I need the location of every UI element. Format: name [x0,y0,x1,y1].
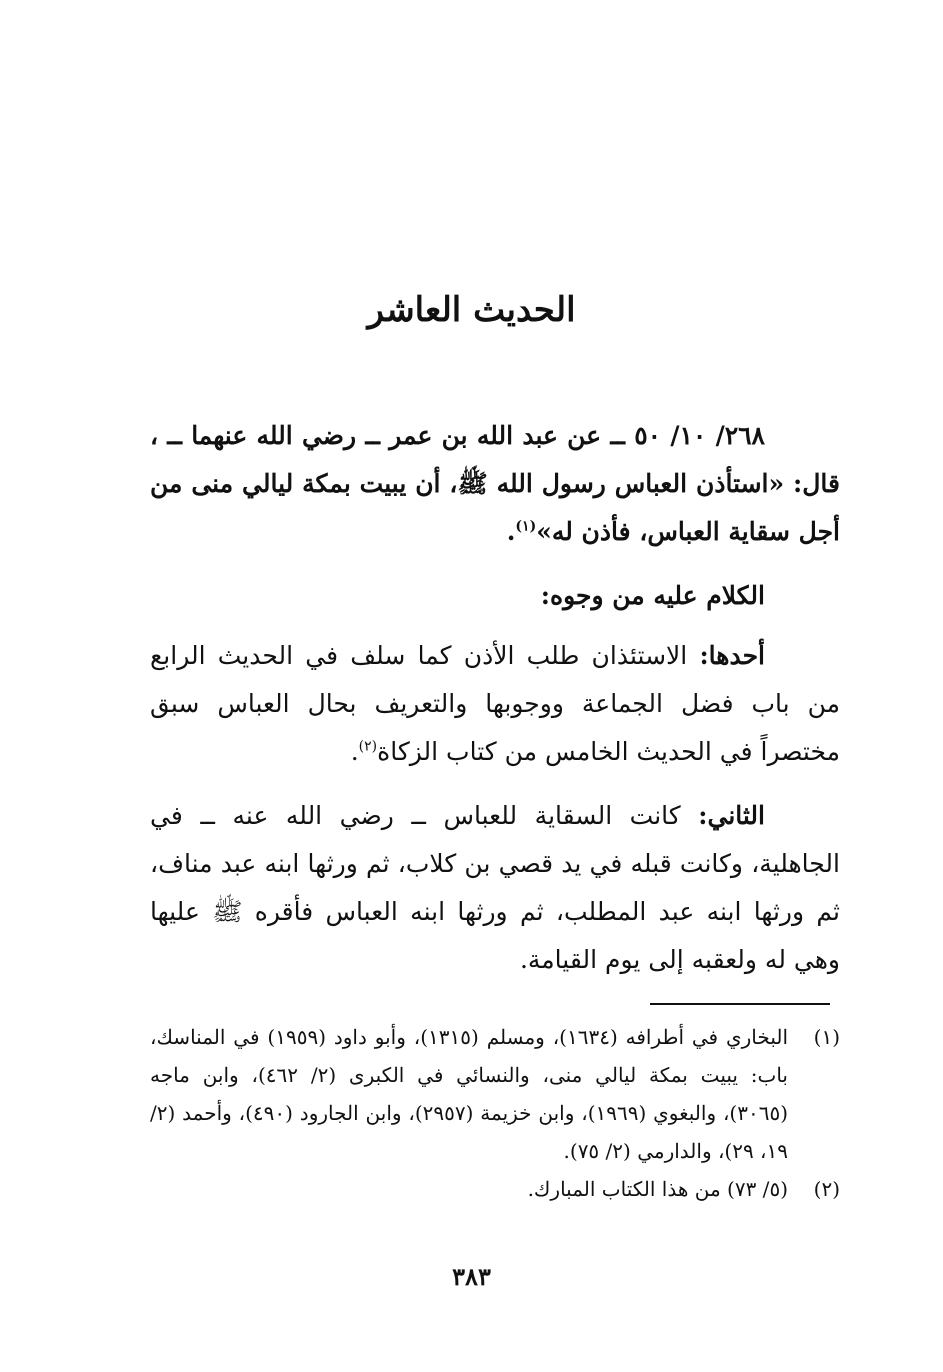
footnotes [150,1018,840,1208]
footnote-ref-1[interactable]: (١) [515,518,537,535]
footnote-text-1: البخاري في أطرافه (١٦٣٤)، ومسلم (١٣١٥)، وأبو داود (١٩٥٩) في المناسك، باب: يبيت بمكة ليالي منى، والنسائي في الكبرى (٢/ ٤٦٢)، وابن ماجه (٣٠٦٥)، والبغوي (١٩٦٩)، وابن خزيمة (٢٩٥٧)، وابن الجارود (٤٩٠)، وأحمد (٢/ ١٩، ٢٩)، والدارمي (٢/ ٧٥). [150,1025,789,1163]
hadith-end: . [506,517,516,546]
section-heading: الكلام عليه من وجوه: [540,581,765,610]
footnote-1 [150,1018,840,1170]
hadith-number: ٢٦٨/ ١٠/ ٥٠ [634,421,765,450]
hadith-paragraph [150,412,840,556]
point-text-1: الاستئذان طلب الأذن كما سلف في الحديث الرابع من باب فضل الجماعة ووجوبها والتعريف بحال العباس سبق مختصراً في الحديث الخامس من كتاب الزكاة [150,641,840,766]
footnote-ref-2[interactable]: (٢) [358,738,378,755]
footnote-number-2: (٢) [813,1177,840,1201]
point-paragraph-2 [150,792,840,984]
page-number: ٣٨٣ [452,1262,491,1291]
hadith-text: ــ عن عبد الله بن عمر ــ رضي الله عنهما ــ ، قال: «استأذن العباس رسول الله ﷺ، أن يبيت بمكة ليالي منى من أجل سقاية العباس، فأذن له» [150,421,840,546]
chapter-title: الحديث العاشر [367,290,576,330]
point-text-2: كانت السقاية للعباس ــ رضي الله عنه ــ في الجاهلية، وكانت قبله في يد قصي بن كلاب، ثم ورثها ابنه عبد مناف، ثم ورثها ابنه عبد المطلب، ثم ورثها ابنه العباس فأقره ﷺ عليها وهي له ولعقبه إلى يوم القيامة. [150,801,840,974]
point-paragraph-1 [150,632,840,776]
footnote-separator [650,1003,830,1005]
footnote-text-2: (٥/ ٧٣) من هذا الكتاب المبارك. [527,1177,788,1201]
footnote-2 [150,1170,840,1208]
point-lead-2: الثاني: [698,801,765,830]
footnote-number-1: (١) [813,1025,840,1049]
point-end-1: . [350,737,359,766]
point-lead-1: أحدها: [699,641,765,670]
